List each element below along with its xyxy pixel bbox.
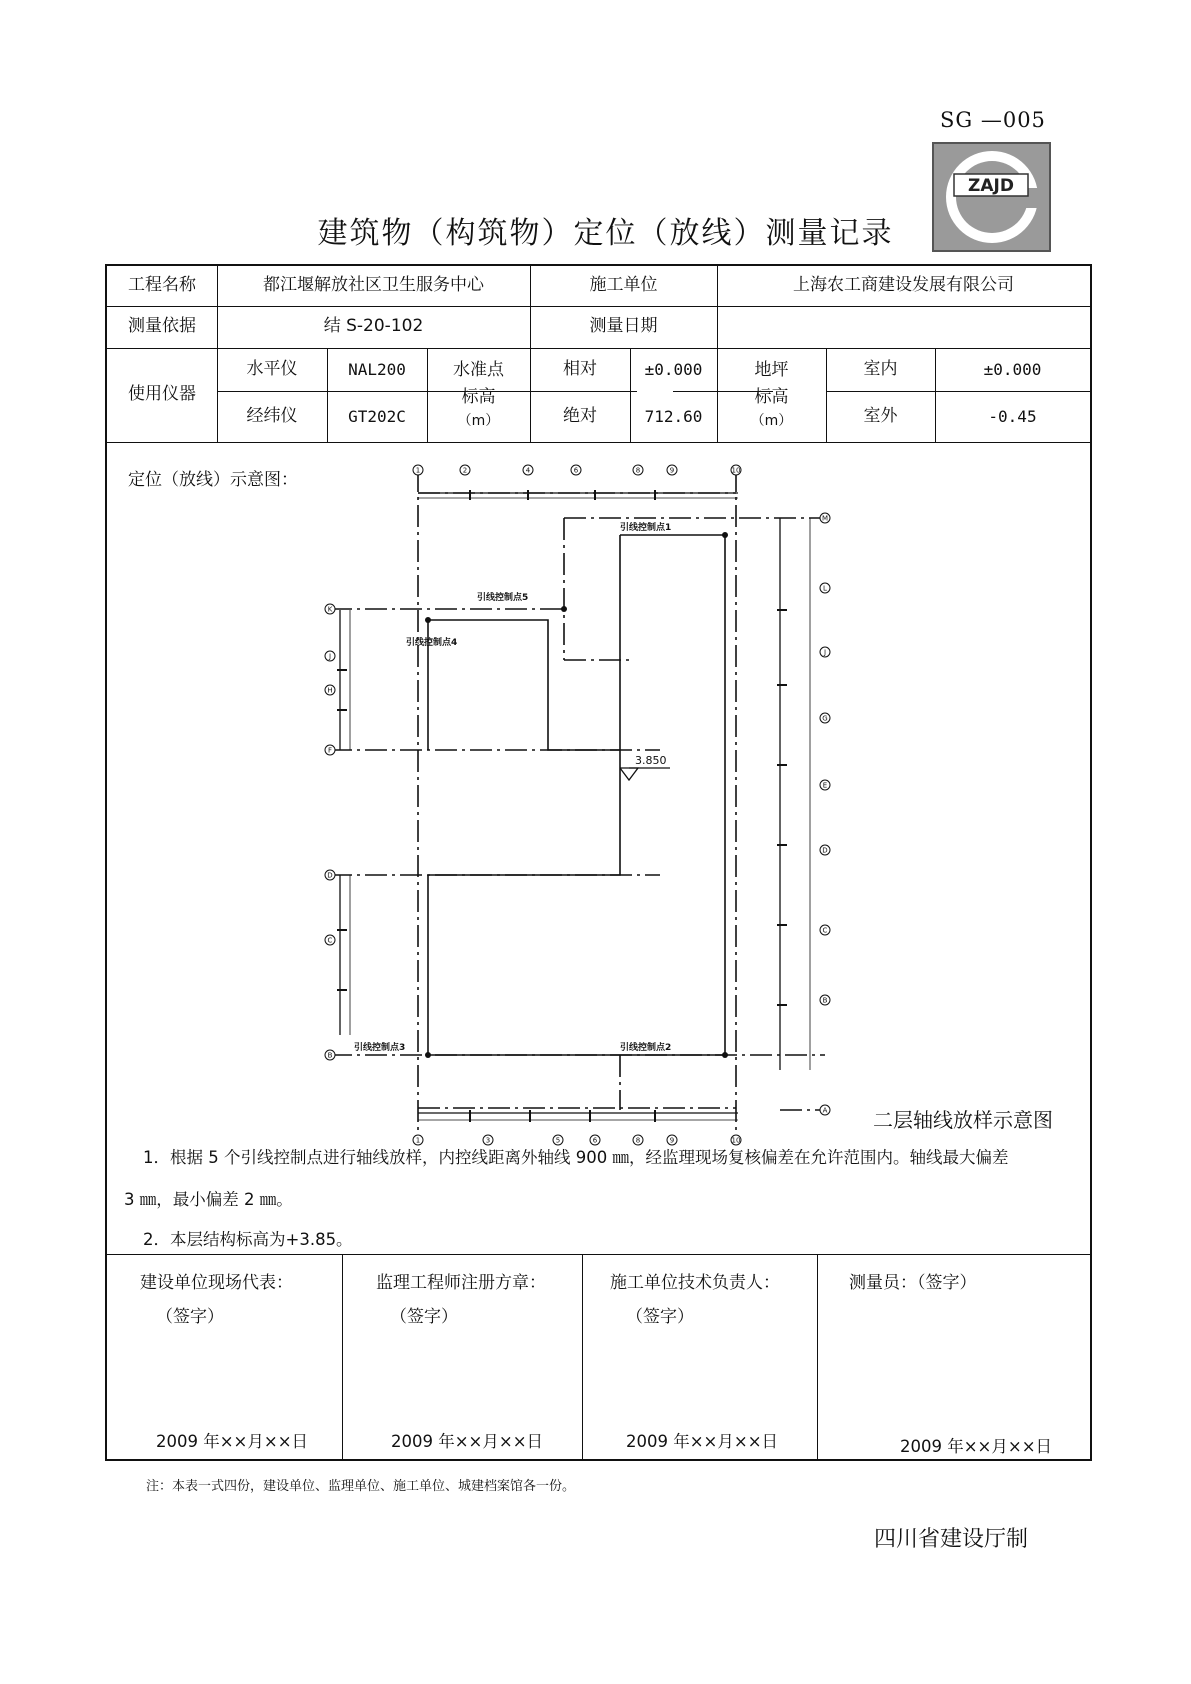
left-axis-7: B [327,1051,333,1060]
diagram-caption: 二层轴线放样示意图 [873,1108,1053,1132]
right-axis-6: D [822,846,828,855]
axis-layout-diagram [320,460,870,1160]
outdoor-label: 室外 [863,405,898,426]
signature-surveyor-role: 测量员：（签字） [849,1273,977,1293]
bottom-axis-6: 9 [669,1136,675,1145]
basis-label: 测量依据 [128,316,196,337]
top-axis-6: 9 [669,466,675,475]
note-line-3: 2．本层结构标高为+3.85。 [143,1230,353,1249]
benchmark-elevation-label [427,348,530,442]
floor-label-line3: （m） [750,412,793,429]
right-axis-5: E [822,781,828,790]
elevation-mark: 3.850 [635,754,667,767]
project-name-value: 都江堰解放社区卫生服务中心 [263,275,484,296]
signature-owner-sign: （签字） [156,1307,224,1327]
benchmark-label-line1: 水准点 [453,360,504,380]
floor-label-line2: 标高 [754,387,789,408]
floor-label-line1: 地坪 [754,360,789,380]
signature-contractor-role: 施工单位技术负责人： [610,1273,780,1293]
left-axis-5: D [327,871,333,880]
left-axis-3: H [327,686,333,695]
bottom-axis-5: 8 [635,1136,641,1145]
level-name: 水平仪 [246,358,298,379]
contractor-label: 施工单位 [589,275,658,296]
indoor-value: ±0.000 [983,359,1042,379]
top-axis-1: 1 [415,466,421,475]
note-line-2: 3 ㎜，最小偏差 2 ㎜。 [124,1190,293,1209]
project-name-label: 工程名称 [128,275,196,296]
absolute-label: 绝对 [563,405,597,426]
basis-value: 结 S-20-102 [323,316,424,337]
control-point-2-label: 引线控制点2 [620,1043,672,1053]
footnote: 注：本表一式四份，建设单位、监理单位、施工单位、城建档案馆各一份。 [146,1479,576,1494]
bottom-axis-3: 5 [555,1136,561,1145]
control-point-1-label: 引线控制点1 [620,523,672,533]
left-axis-4: F [327,746,333,755]
instruments-label: 使用仪器 [128,384,196,405]
bottom-axis-1: 1 [415,1136,421,1145]
control-point-3-label: 引线控制点3 [354,1043,406,1053]
left-axis-6: C [327,936,333,945]
benchmark-label-line2: 标高 [461,387,496,408]
top-axis-7: 10 [731,466,741,475]
absolute-value: 712.60 [644,406,703,426]
theodolite-model: GT202C [348,406,406,426]
right-axis-2: L [823,584,827,593]
contractor-value: 上海农工商建设发展有限公司 [793,275,1014,296]
left-axis-2: J [328,652,332,661]
benchmark-label-line3: （m） [457,412,500,429]
top-axis-5: 8 [635,466,641,475]
bottom-axis-7: 10 [731,1136,741,1145]
control-point-4-label: 引线控制点4 [406,638,458,648]
top-axis-3: 4 [525,466,531,475]
right-axis-1: M [821,514,829,523]
bottom-axis-2: 3 [485,1136,491,1145]
issuer: 四川省建设厅制 [874,1527,1029,1552]
date-label: 测量日期 [589,316,658,337]
indoor-label: 室内 [863,358,898,379]
control-point-5-label: 引线控制点5 [477,593,529,603]
right-axis-8: B [822,996,828,1005]
left-axis-1: K [327,605,333,614]
relative-value: ±0.000 [644,359,703,379]
signature-owner-date: 2009 年××月××日 [156,1432,309,1451]
diagram-section-label: 定位（放线）示意图： [128,470,298,490]
form-code: SG —005 [940,108,1046,132]
right-axis-4: G [822,714,828,723]
right-axis-9: A [822,1106,828,1115]
right-axis-7: C [822,926,828,935]
outdoor-value: -0.45 [988,406,1037,426]
note-line-1: 1．根据 5 个引线控制点进行轴线放样，内控线距离外轴线 900 ㎜，经监理现场复核偏差在允许范围内。轴线最大偏差 [143,1148,1009,1167]
top-axis-2: 2 [462,466,468,475]
right-axis-3: J [823,648,827,657]
top-axis-4: 6 [573,466,579,475]
signature-supervisor-sign: （签字） [390,1307,458,1327]
date-value [717,306,1090,348]
signature-supervisor-role: 监理工程师注册方章： [376,1273,546,1293]
page-title: 建筑物（构筑物）定位（放线）测量记录 [317,216,894,251]
theodolite-name: 经纬仪 [246,405,298,426]
level-model: NAL200 [348,359,406,379]
svg-text:ZAJD: ZAJD [968,176,1014,196]
signature-supervisor-date: 2009 年××月××日 [391,1432,544,1451]
signature-contractor-sign: （签字） [626,1307,694,1327]
signature-owner-role: 建设单位现场代表： [140,1273,293,1293]
signature-surveyor-date: 2009 年××月××日 [900,1437,1053,1456]
bottom-axis-4: 6 [592,1136,598,1145]
floor-elevation-label [717,348,826,442]
signature-contractor-date: 2009 年××月××日 [626,1432,779,1451]
relative-label: 相对 [563,358,597,379]
